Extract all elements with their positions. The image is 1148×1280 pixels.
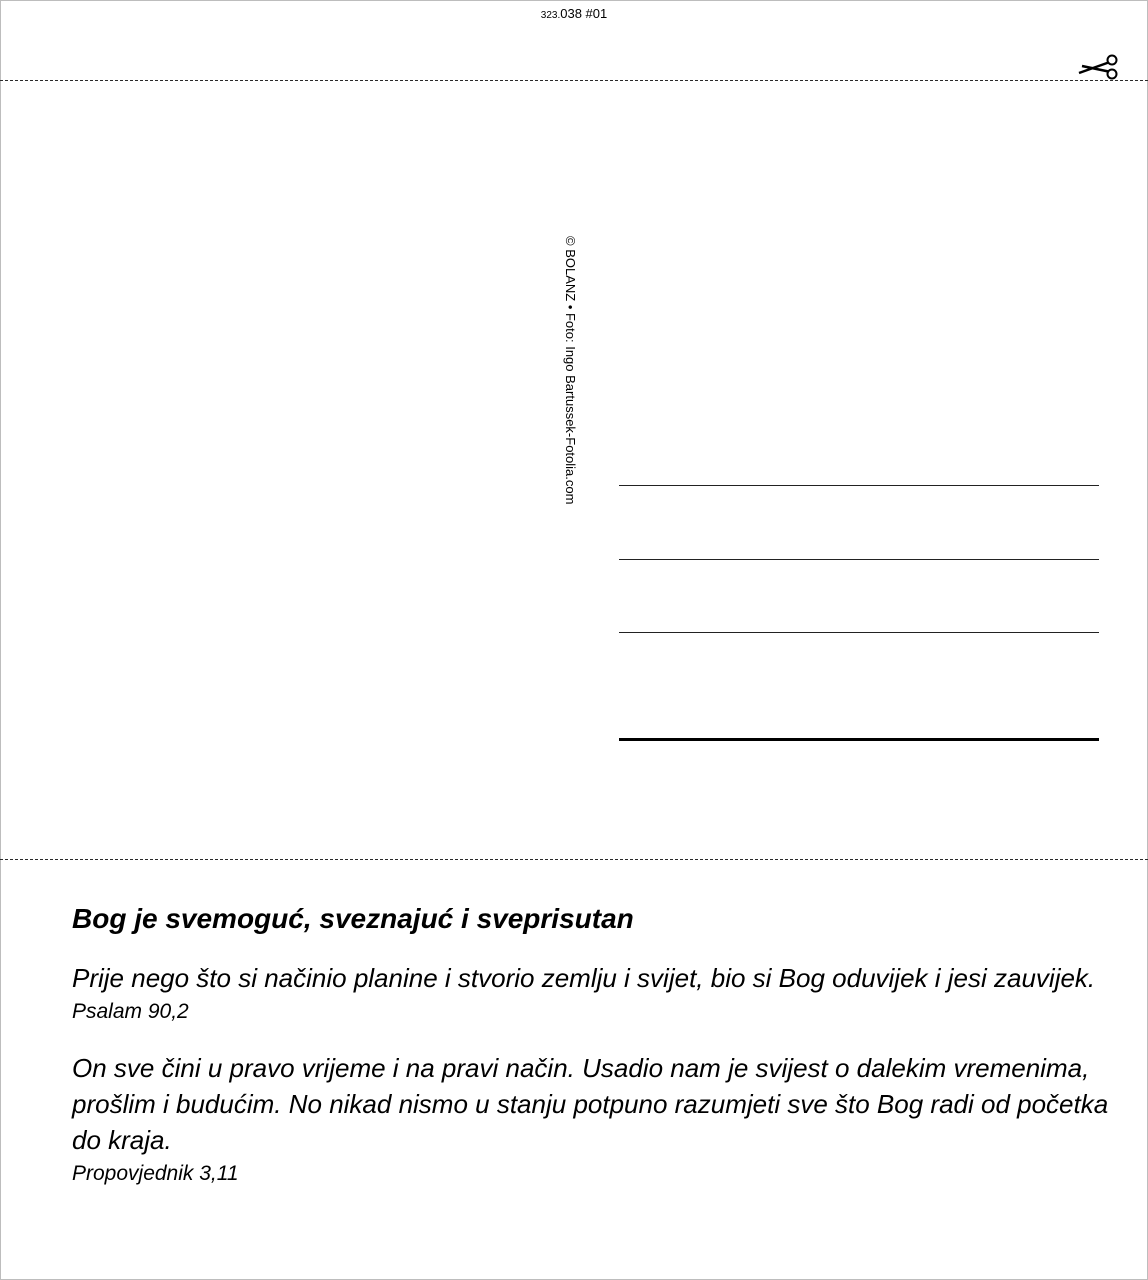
address-line-final — [619, 738, 1099, 741]
address-line — [619, 632, 1099, 633]
verse-section — [72, 900, 1112, 1212]
cut-line-top — [0, 80, 1148, 81]
photo-credit: © BOLANZ • Foto: Ingo Bartussek-Fotolia.com — [563, 236, 578, 505]
verse-block — [72, 960, 1112, 1026]
verse-reference: Psalam 90,2 — [72, 1000, 189, 1023]
scissors-icon — [1076, 52, 1120, 84]
verse-reference: Propovjednik 3,11 — [72, 1162, 239, 1185]
address-line — [619, 485, 1099, 486]
address-line — [619, 559, 1099, 560]
verse-block — [72, 1050, 1112, 1188]
verse-text: Prije nego što si načinio planine i stvorio zemlju i svijet, bio si Bog oduvijek i jesi zauvijek. — [72, 963, 1096, 993]
cut-line-bottom — [0, 859, 1148, 860]
product-code — [0, 6, 1148, 21]
product-code-prefix: 323. — [540, 10, 561, 21]
product-code-number: 038 #01 — [560, 6, 608, 21]
verse-text: On sve čini u pravo vrijeme i na pravi način. Usadio nam je svijest o dalekim vremenima, prošlim i budućim. No nikad nismo u stanju potpuno razumjeti sve što Bog radi od početka do kraja. — [72, 1053, 1109, 1155]
card-title: Bog je svemoguć, sveznajuć i sveprisutan — [72, 903, 634, 934]
